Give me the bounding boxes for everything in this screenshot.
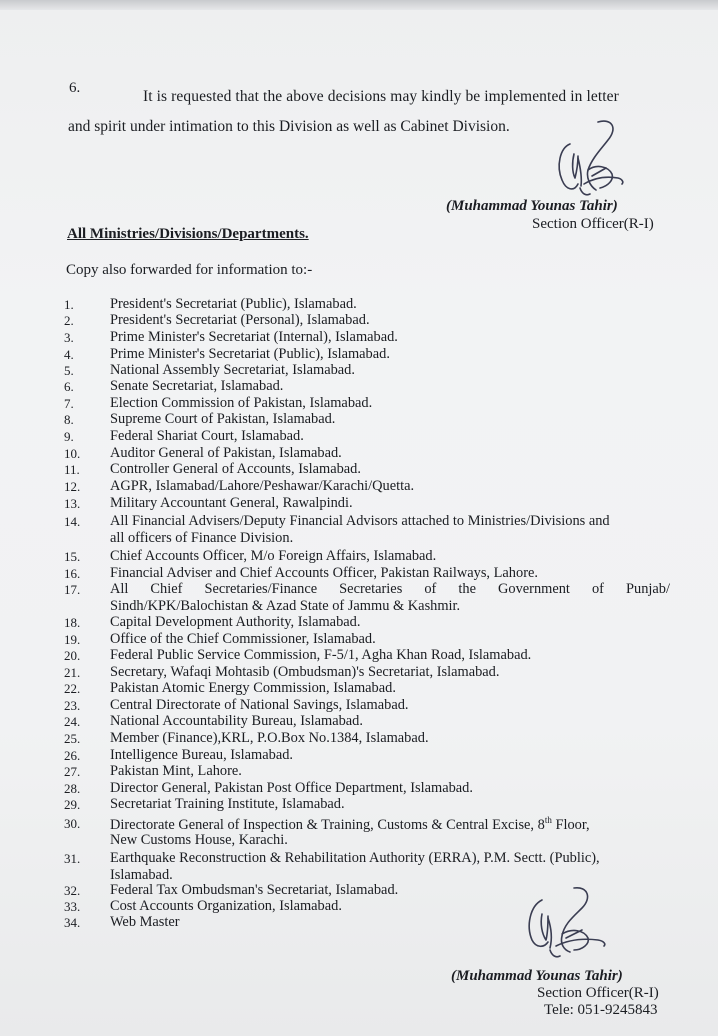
signature-2 bbox=[520, 886, 612, 966]
list-item-number: 3. bbox=[64, 330, 74, 345]
list-item-number: 8. bbox=[64, 412, 74, 427]
list-item-number: 27. bbox=[64, 764, 81, 779]
list-item-text: Senate Secretariat, Islamabad. bbox=[110, 378, 284, 394]
list-item-text: Pakistan Atomic Energy Commission, Islamabad. bbox=[110, 680, 396, 696]
list-item-text: New Customs House, Karachi. bbox=[110, 831, 288, 848]
list-item-text: Supreme Court of Pakistan, Islamabad. bbox=[110, 411, 336, 427]
list-item-number: 11. bbox=[64, 462, 80, 477]
list-item-text: Financial Adviser and Chief Accounts Officer, Pakistan Railways, Lahore. bbox=[110, 565, 538, 581]
signatory-name-1: (Muhammad Younas Tahir) bbox=[446, 198, 618, 214]
list-item-text: Secretariat Training Institute, Islamabad. bbox=[110, 796, 345, 812]
list-item-number: 9. bbox=[64, 429, 74, 444]
list-item-text: Chief Accounts Officer, M/o Foreign Affairs, Islamabad. bbox=[110, 548, 437, 564]
list-item-number: 6. bbox=[64, 379, 74, 394]
list-item-number: 20. bbox=[64, 648, 81, 663]
addressee-heading: All Ministries/Divisions/Departments. bbox=[67, 226, 309, 242]
list-item-number: 4. bbox=[64, 347, 74, 362]
list-item-number: 33. bbox=[64, 899, 81, 914]
list-item-text: Federal Public Service Commission, F-5/1, Agha Khan Road, Islamabad. bbox=[110, 647, 532, 663]
list-item-number: 25. bbox=[64, 731, 81, 746]
signatory-title-2: Section Officer(R-I) bbox=[537, 985, 659, 1001]
list-item-number: 15. bbox=[64, 549, 81, 564]
list-item-number: 14. bbox=[64, 514, 81, 529]
list-item-number: 28. bbox=[64, 781, 81, 796]
list-item-number: 18. bbox=[64, 615, 81, 630]
list-item-number: 12. bbox=[64, 479, 81, 494]
list-item-number: 34. bbox=[64, 915, 81, 930]
list-item-number: 24. bbox=[64, 714, 81, 729]
list-item-text: Earthquake Reconstruction & Rehabilitation Authority (ERRA), P.M. Sectt. (Public), bbox=[110, 850, 600, 866]
list-item-text: all officers of Finance Division. bbox=[110, 529, 294, 546]
list-item-number: 29. bbox=[64, 797, 81, 812]
list-item-text: Cost Accounts Organization, Islamabad. bbox=[110, 898, 342, 914]
list-item-number: 19. bbox=[64, 632, 81, 647]
list-item-text: Sindh/KPK/Balochistan & Azad State of Jammu & Kashmir. bbox=[110, 597, 461, 614]
list-item-number: 21. bbox=[64, 665, 81, 680]
list-item-number: 16. bbox=[64, 566, 81, 581]
signatory-telephone: Tele: 051-9245843 bbox=[544, 1002, 658, 1018]
list-item-text: Web Master bbox=[110, 914, 180, 930]
list-item-text: All Financial Advisers/Deputy Financial Advisors attached to Ministries/Divisions and bbox=[110, 513, 610, 529]
list-item-number: 1. bbox=[64, 297, 74, 312]
list-item-text: Election Commission of Pakistan, Islamabad. bbox=[110, 395, 373, 411]
list-item-text: Pakistan Mint, Lahore. bbox=[110, 763, 242, 779]
list-item-text: Prime Minister's Secretariat (Public), Islamabad. bbox=[110, 346, 390, 362]
list-item-number: 31. bbox=[64, 851, 81, 866]
list-item-number: 13. bbox=[64, 496, 81, 511]
list-item-text: Office of the Chief Commissioner, Islamabad. bbox=[110, 631, 376, 647]
list-item-number: 10. bbox=[64, 446, 81, 461]
list-item-number: 32. bbox=[64, 883, 81, 898]
list-item-text: Central Directorate of National Savings, Islamabad. bbox=[110, 697, 409, 713]
list-item-text: Member (Finance),KRL, P.O.Box No.1384, Islamabad. bbox=[110, 730, 429, 746]
list-item-text: National Accountability Bureau, Islamabad. bbox=[110, 713, 363, 729]
list-item-number: 23. bbox=[64, 698, 81, 713]
list-item-text: All Chief Secretaries/Finance Secretaries of the Government of Punjab/ bbox=[110, 581, 670, 597]
list-item-text: Director General, Pakistan Post Office Department, Islamabad. bbox=[110, 780, 473, 796]
paragraph-line-2: and spirit under intimation to this Division as well as Cabinet Division. bbox=[68, 118, 510, 135]
list-item-text: Federal Tax Ombudsman's Secretariat, Islamabad. bbox=[110, 882, 399, 898]
list-item-number: 30. bbox=[64, 816, 81, 831]
list-item-text: Federal Shariat Court, Islamabad. bbox=[110, 428, 304, 444]
list-item-text: Secretary, Wafaqi Mohtasib (Ombudsman)'s Secretariat, Islamabad. bbox=[110, 664, 500, 680]
list-item-number: 5. bbox=[64, 363, 74, 378]
list-item-number: 2. bbox=[64, 313, 74, 328]
list-item-number: 22. bbox=[64, 681, 81, 696]
signatory-title-1: Section Officer(R-I) bbox=[532, 216, 654, 232]
paragraph-number: 6. bbox=[69, 80, 81, 96]
list-item-text: Capital Development Authority, Islamabad. bbox=[110, 614, 361, 630]
list-item-text: Islamabad. bbox=[110, 866, 173, 883]
paragraph-line-1: It is requested that the above decisions may kindly be implemented in letter bbox=[143, 88, 619, 105]
list-item-number: 26. bbox=[64, 748, 81, 763]
list-item-text: AGPR, Islamabad/Lahore/Peshawar/Karachi/Quetta. bbox=[110, 478, 415, 494]
copy-forwarded-intro: Copy also forwarded for information to:- bbox=[66, 262, 313, 278]
list-item-text: Intelligence Bureau, Islamabad. bbox=[110, 747, 294, 763]
list-item-number: 17. bbox=[64, 582, 81, 597]
ordinal-suffix: th bbox=[544, 815, 552, 825]
list-item-number: 7. bbox=[64, 396, 74, 411]
list-item-text: Military Accountant General, Rawalpindi. bbox=[110, 495, 353, 511]
list-item-text: President's Secretariat (Public), Islamabad. bbox=[110, 296, 357, 312]
list-item-text: National Assembly Secretariat, Islamabad. bbox=[110, 362, 355, 378]
list-item-text: Prime Minister's Secretariat (Internal), Islamabad. bbox=[110, 329, 398, 345]
list-item-text: Controller General of Accounts, Islamabad. bbox=[110, 461, 361, 477]
list-item-text: President's Secretariat (Personal), Islamabad. bbox=[110, 312, 370, 328]
signatory-name-2: (Muhammad Younas Tahir) bbox=[451, 968, 623, 984]
list-item-text: Directorate General of Inspection & Training, Customs & Central Excise, 8th Floor, bbox=[110, 815, 590, 833]
list-item-text: Auditor General of Pakistan, Islamabad. bbox=[110, 445, 342, 461]
